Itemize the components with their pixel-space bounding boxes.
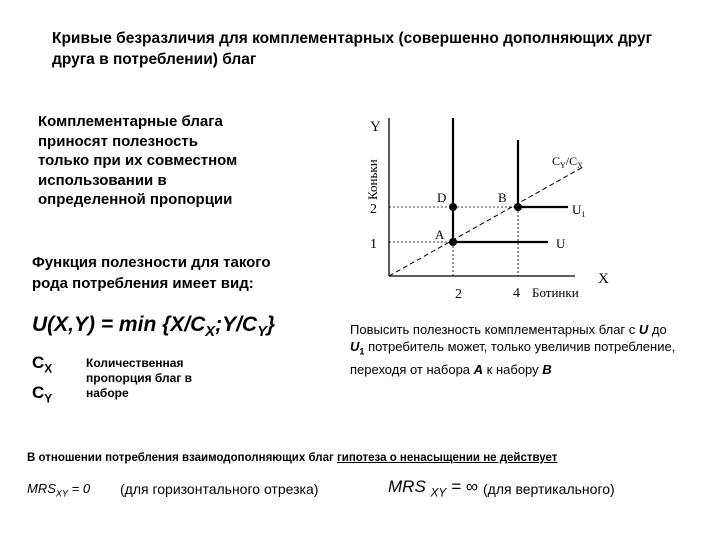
utility-increase-text: Повысить полезность комплементарных благ с U до $U_1$ потребитель может, только увеличив потребление, переходя от набора A к набору B xyxy=(350,322,676,377)
x-axis-name: Ботинки xyxy=(532,285,579,300)
y-axis-label: Y xyxy=(370,119,381,135)
mrs-horizontal-desc: (для горизонтального отрезка) xyxy=(120,481,319,497)
utility-formula: $U(X,Y) = \min \{X/C_X;Y/C_Y\}$ xyxy=(32,313,276,341)
point-b-label: B xyxy=(498,190,507,205)
page-title: Кривые безразличия для комплементарных (совершенно дополняющих друг друга в потреблении) благ xyxy=(52,30,653,68)
mrs-vertical: MRS $_{XY}$ = ∞ xyxy=(388,477,478,500)
point-a-marker xyxy=(449,238,457,246)
cy-symbol: $C_Y$ xyxy=(32,383,53,406)
mrs-horizontal: $MRS_{XY} = 0$ xyxy=(27,481,91,499)
point-d-label: D xyxy=(437,190,447,205)
intro-text: Комплементарные блага приносят полезность только при их совместном использовании в определенной пропорции xyxy=(38,113,238,208)
y-tick-1: 1 xyxy=(370,237,377,252)
utility-function-intro: Функция полезности для такого рода потребления имеет вид: xyxy=(32,254,271,292)
point-d-marker xyxy=(449,203,457,211)
y-axis-name: Коньки xyxy=(365,159,380,200)
x-tick-4: 4 xyxy=(513,286,520,301)
nonsatiation-note: В отношении потребления взаимодополняющих благ гипотеза о ненасыщении не действует xyxy=(27,452,558,464)
point-a-label: A xyxy=(435,227,445,242)
x-tick-2: 2 xyxy=(455,287,462,302)
indifference-curve-u xyxy=(453,118,548,242)
y-tick-2: 2 xyxy=(370,202,377,217)
x-axis-label: X xyxy=(598,271,609,287)
curve-u1-label: $U_1$ xyxy=(572,202,586,219)
ray-label: $C_Y/C_X$ xyxy=(552,154,583,170)
ratio-description: Количественная пропорция благ в наборе xyxy=(86,356,193,400)
indifference-curve-u1 xyxy=(518,140,568,207)
mrs-vertical-desc: (для вертикального) xyxy=(483,481,615,497)
ray-line xyxy=(389,167,586,276)
point-b-marker xyxy=(514,203,522,211)
cx-symbol: $C_X$ xyxy=(32,353,53,376)
curve-u-label: U xyxy=(556,236,566,251)
